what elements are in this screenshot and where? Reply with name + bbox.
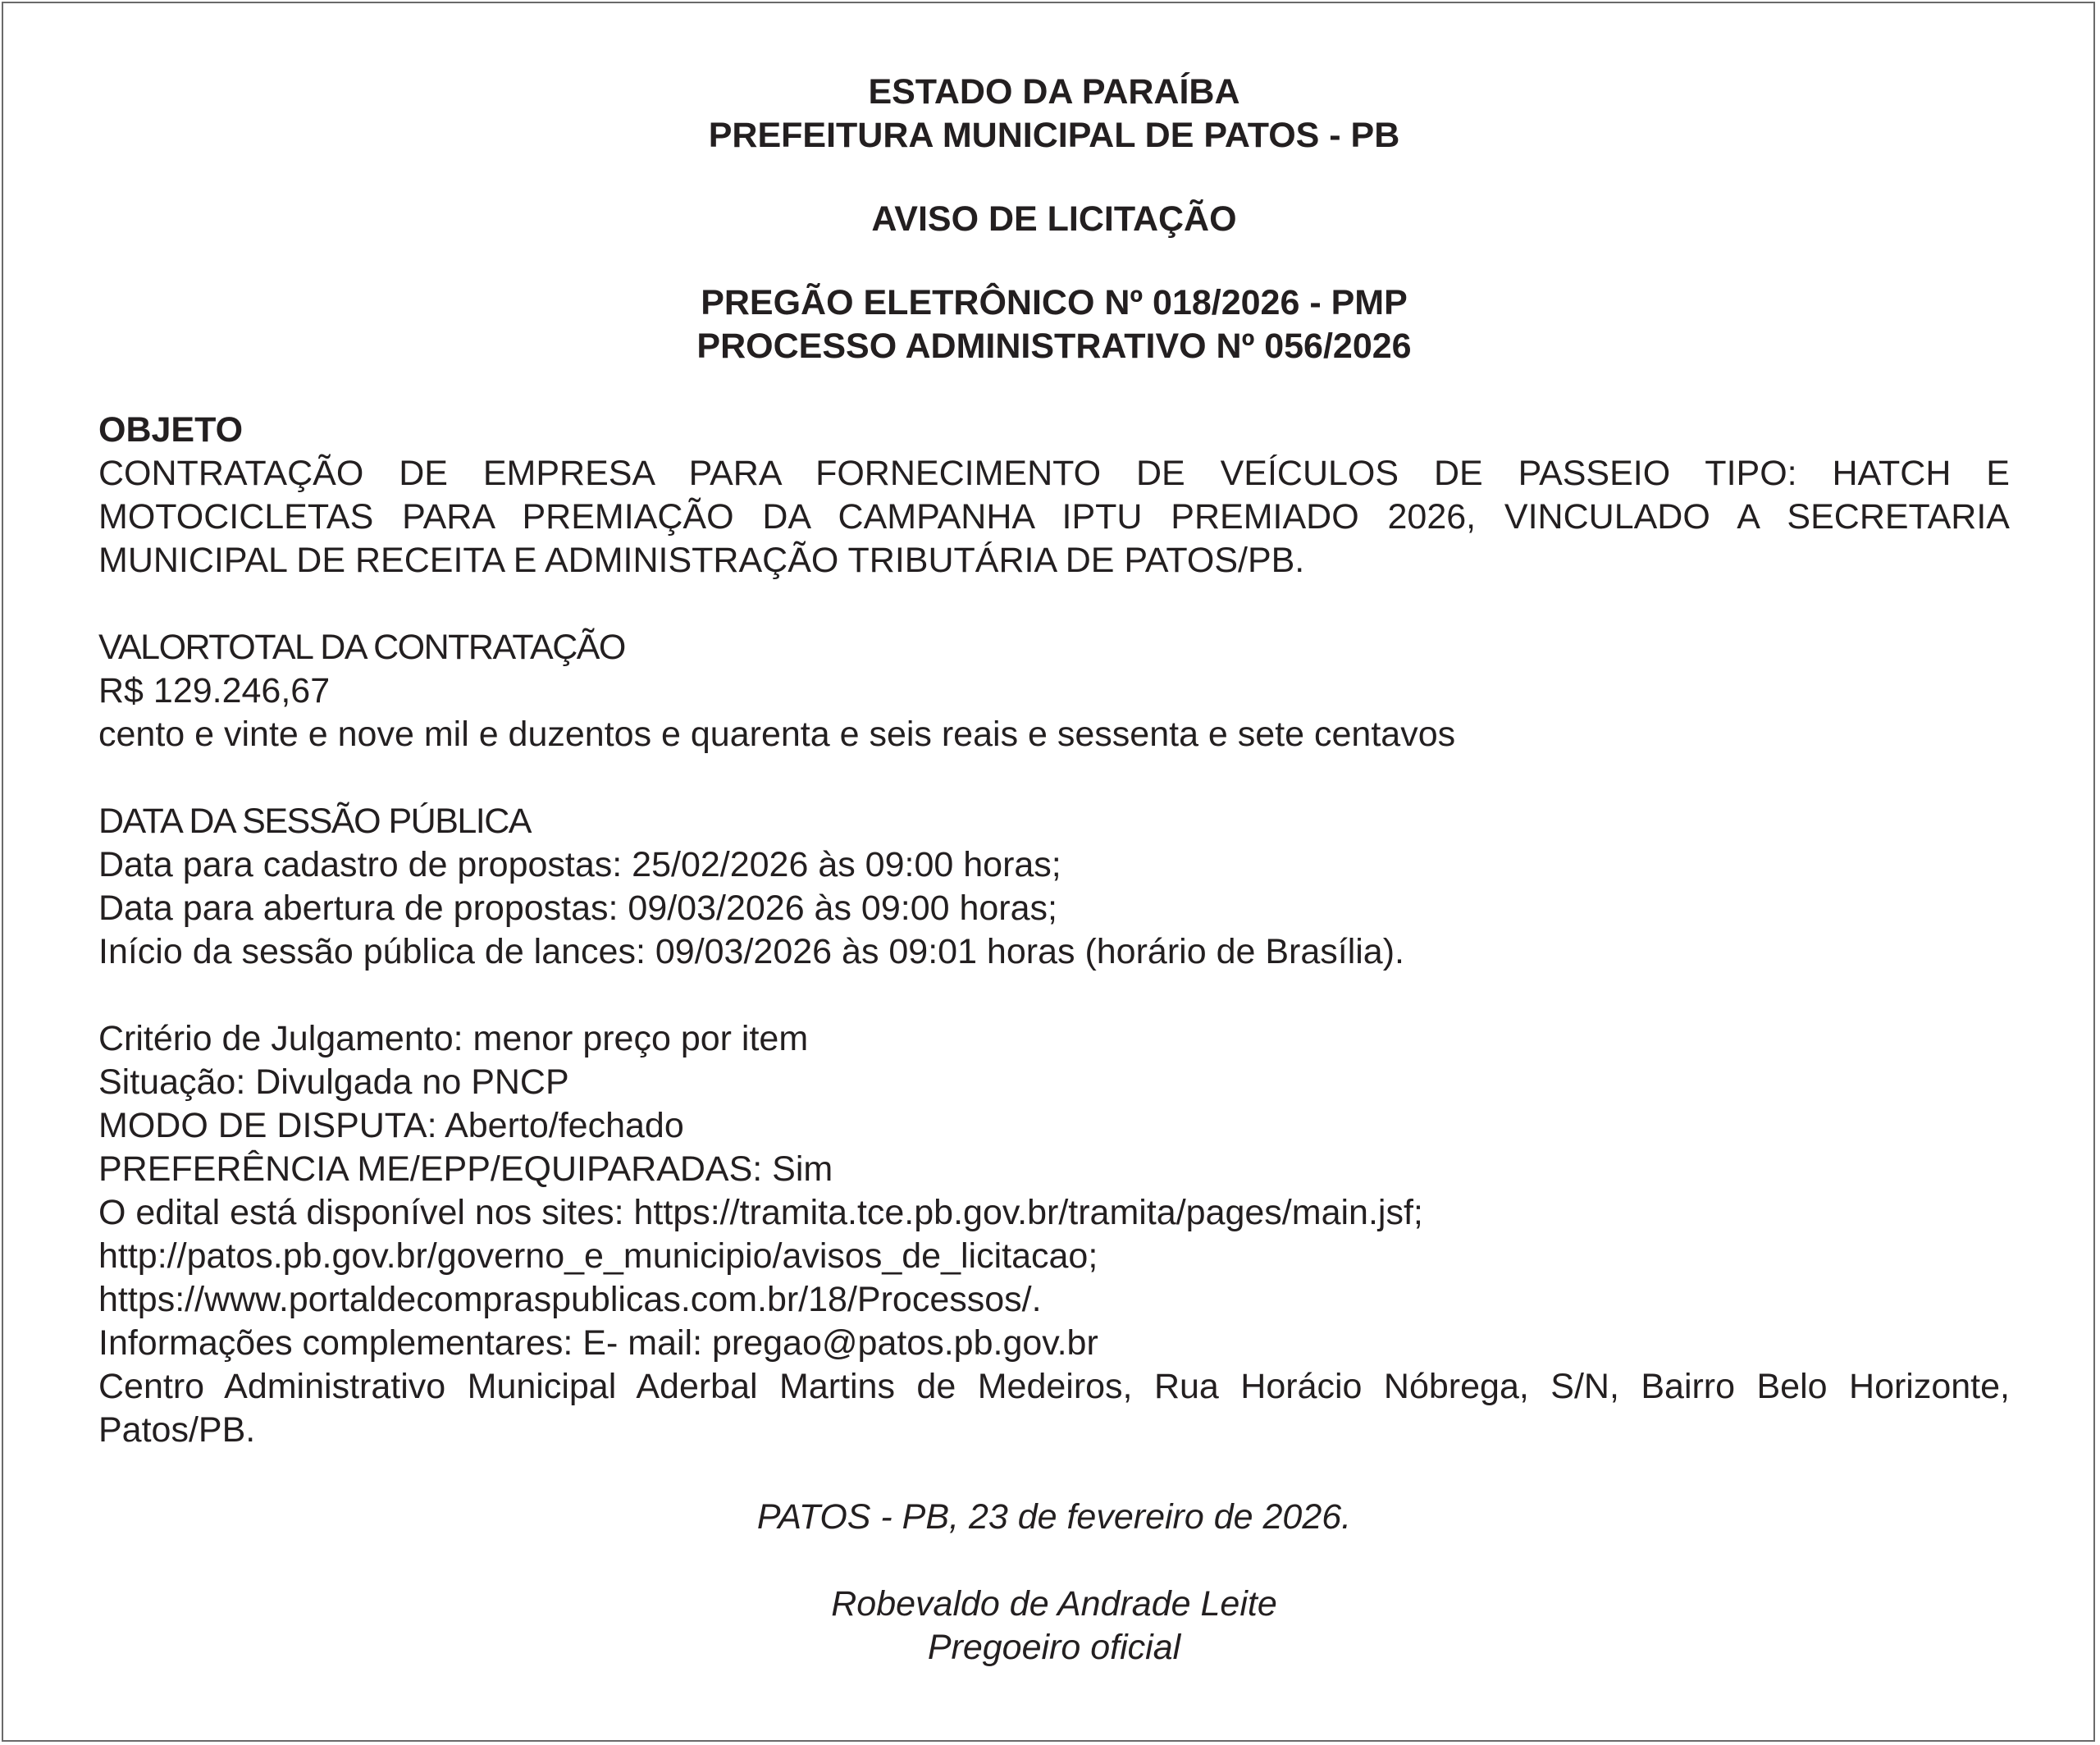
objeto-text: CONTRATAÇÃO DE EMPRESA PARA FORNECIMENTO DE VEÍCULOS DE PASSEIO TIPO: HATCH E MOTOCICLETAS PARA PREMIAÇÃO DA CAMPANHA IPTU PREMIADO 2026, VINCULADO A SECRETARIA MUNICIPAL DE RECEITA E ADMINISTRAÇÃO TRIBUTÁRIA DE PATOS/PB. xyxy=(98,454,2010,580)
sessao-heading: DATA DA SESSÃO PÚBLICA xyxy=(98,802,531,841)
situacao-line: Situação: Divulgada no PNCP xyxy=(98,1062,569,1102)
header-block xyxy=(98,71,2010,368)
objeto-heading: OBJETO xyxy=(98,410,244,450)
municipality-name: PREFEITURA MUNICIPAL DE PATOS - PB xyxy=(708,116,1400,155)
footer-block xyxy=(98,1496,2010,1670)
state-name: ESTADO DA PARAÍBA xyxy=(868,72,1240,112)
notice-content xyxy=(98,71,2010,1670)
valor-heading: VALORTOTAL DA CONTRATAÇÃO xyxy=(98,628,625,667)
criterio-line: Critério de Julgamento: menor preço por item xyxy=(98,1019,809,1058)
edital-line-3: https://www.portaldecompraspublicas.com.br/18/Processos/. xyxy=(98,1280,1042,1319)
signer-role: Pregoeiro oficial xyxy=(927,1628,1181,1667)
notice-frame xyxy=(2,2,2095,1742)
info-line: Informações complementares: E- mail: pregao@patos.pb.gov.br xyxy=(98,1323,1098,1363)
processo-number: PROCESSO ADMINISTRATIVO Nº 056/2026 xyxy=(696,327,1412,366)
sessao-cadastro: Data para cadastro de propostas: 25/02/2026 às 09:00 horas; xyxy=(98,845,1061,884)
edital-line-1: O edital está disponível nos sites: https://tramita.tce.pb.gov.br/tramita/pages/main.jsf; xyxy=(98,1193,1423,1232)
preferencia-line: PREFERÊNCIA ME/EPP/EQUIPARADAS: Sim xyxy=(98,1149,833,1189)
valor-section xyxy=(98,626,2010,756)
details-section xyxy=(98,1017,2010,1452)
modo-line: MODO DE DISPUTA: Aberto/fechado xyxy=(98,1106,684,1145)
pregao-number: PREGÃO ELETRÔNICO Nº 018/2026 - PMP xyxy=(701,283,1408,322)
sessao-section xyxy=(98,800,2010,974)
sessao-abertura: Data para abertura de propostas: 09/03/2026 às 09:00 horas; xyxy=(98,888,1057,928)
notice-title: AVISO DE LICITAÇÃO xyxy=(871,199,1237,239)
valor-amount: R$ 129.246,67 xyxy=(98,671,331,710)
place-date: PATOS - PB, 23 de fevereiro de 2026. xyxy=(756,1497,1352,1537)
sessao-inicio: Início da sessão pública de lances: 09/03/2026 às 09:01 horas (horário de Brasília). xyxy=(98,932,1404,971)
address-text: Centro Administrativo Municipal Aderbal Martins de Medeiros, Rua Horácio Nóbrega, S/N, Bairro Belo Horizonte, Patos/PB. xyxy=(98,1367,2010,1450)
valor-amount-words: cento e vinte e nove mil e duzentos e quarenta e seis reais e sessenta e sete centavos xyxy=(98,715,1456,754)
edital-line-2: http://patos.pb.gov.br/governo_e_municipio/avisos_de_licitacao; xyxy=(98,1236,1098,1276)
signer-name: Robevaldo de Andrade Leite xyxy=(831,1584,1277,1624)
objeto-section xyxy=(98,409,2010,582)
